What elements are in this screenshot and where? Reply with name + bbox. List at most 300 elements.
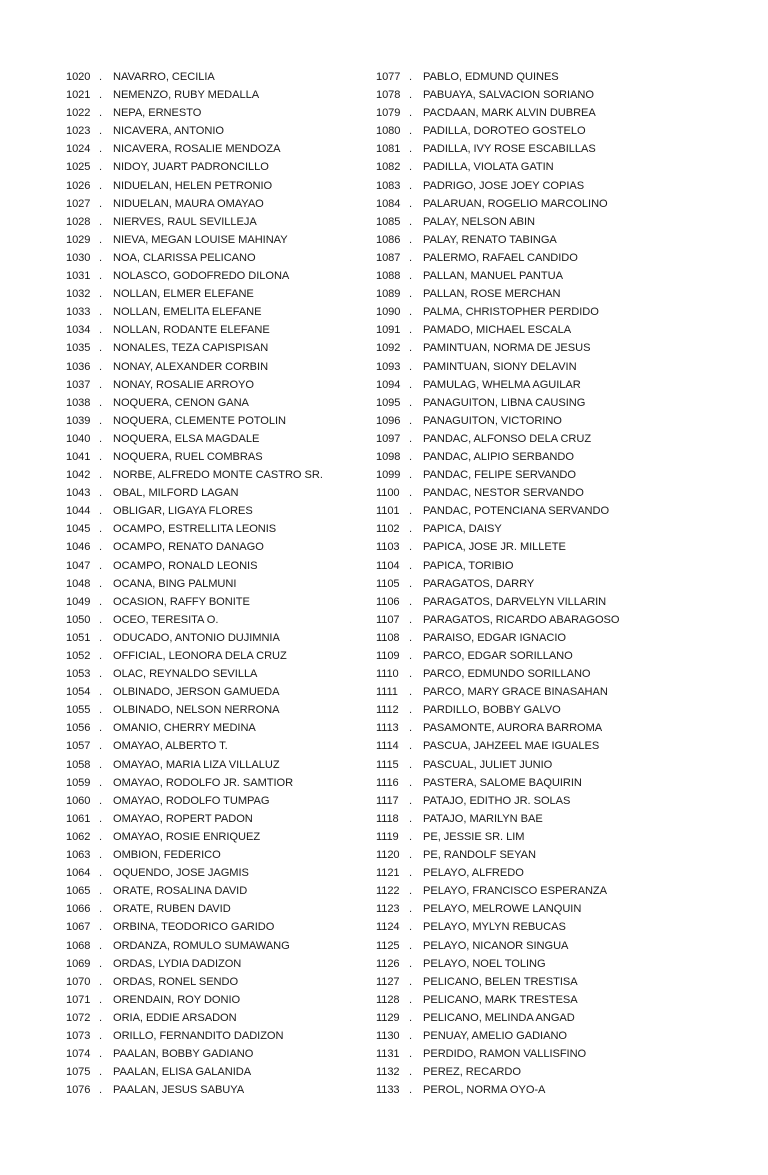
entry-name: ORATE, ROSALINA DAVID <box>113 885 248 898</box>
roster-column-right <box>376 68 706 1099</box>
roster-entry <box>376 412 706 430</box>
entry-number: 1034 <box>66 324 91 337</box>
entry-name: PACDAAN, MARK ALVIN DUBREA <box>423 107 596 120</box>
roster-entry <box>66 557 376 575</box>
entry-number: 1043 <box>66 487 91 500</box>
roster-entry <box>376 828 706 846</box>
entry-name: OLAC, REYNALDO SEVILLA <box>113 668 258 681</box>
roster-entry <box>376 158 706 176</box>
entry-separator: . <box>99 830 103 843</box>
entry-number: 1055 <box>66 704 91 717</box>
entry-separator: . <box>99 993 103 1006</box>
entry-number: 1036 <box>66 360 91 373</box>
entry-number: 1026 <box>66 179 91 192</box>
entry-name: NOA, CLARISSA PELICANO <box>113 251 256 264</box>
entry-separator: . <box>409 107 413 120</box>
entry-number: 1125 <box>376 939 400 952</box>
entry-separator: . <box>99 71 103 83</box>
roster-entry <box>376 593 706 611</box>
entry-number: 1038 <box>66 396 91 409</box>
entry-name: NONAY, ALEXANDER CORBIN <box>113 360 269 373</box>
entry-separator: . <box>409 1011 413 1024</box>
roster-entry <box>66 285 376 303</box>
entry-name: PELAYO, FRANCISCO ESPERANZA <box>423 885 607 898</box>
entry-name: PENUAY, AMELIO GADIANO <box>423 1029 567 1042</box>
entry-separator: . <box>409 125 413 138</box>
roster-entry <box>376 955 706 973</box>
entry-name: PELICANO, MELINDA ANGAD <box>423 1011 575 1024</box>
entry-name: NOLLAN, RODANTE ELEFANE <box>113 324 270 337</box>
roster-entry <box>66 701 376 719</box>
entry-number: 1074 <box>66 1048 91 1061</box>
entry-number: 1054 <box>66 686 91 699</box>
roster-entry <box>376 575 706 593</box>
entry-separator: . <box>99 197 103 210</box>
roster-entry <box>376 376 706 394</box>
entry-separator: . <box>409 1066 413 1079</box>
roster-entry <box>66 611 376 629</box>
entry-separator: . <box>99 668 103 681</box>
entry-separator: . <box>99 179 103 192</box>
entry-name: PADRIGO, JOSE JOEY COPIAS <box>423 179 585 192</box>
entry-number: 1065 <box>66 885 91 898</box>
entry-separator: . <box>99 324 103 337</box>
entry-separator: . <box>409 577 413 590</box>
entry-number: 1103 <box>376 541 400 554</box>
entry-name: PELICANO, MARK TRESTESA <box>423 993 578 1006</box>
roster-entry <box>66 991 376 1009</box>
entry-separator: . <box>409 668 413 681</box>
entry-number: 1072 <box>66 1011 91 1024</box>
entry-number: 1029 <box>66 233 91 246</box>
roster-entry <box>376 267 706 285</box>
entry-separator: . <box>99 450 103 463</box>
entry-number: 1100 <box>376 487 400 500</box>
entry-name: PANDAC, ALIPIO SERBANDO <box>423 450 574 463</box>
entry-name: NORBE, ALFREDO MONTE CASTRO SR. <box>113 469 323 482</box>
entry-number: 1111 <box>376 686 398 699</box>
entry-number: 1099 <box>376 469 401 482</box>
entry-separator: . <box>99 414 103 427</box>
entry-number: 1079 <box>376 107 401 120</box>
entry-separator: . <box>409 975 413 988</box>
roster-entry <box>66 629 376 647</box>
entry-name: ORENDAIN, ROY DONIO <box>113 993 241 1006</box>
entry-name: PANDAC, ALFONSO DELA CRUZ <box>423 432 592 445</box>
roster-entry <box>66 846 376 864</box>
entry-name: PARDILLO, BOBBY GALVO <box>423 704 561 717</box>
entry-name: ORIA, EDDIE ARSADON <box>113 1011 237 1024</box>
entry-number: 1113 <box>376 722 399 735</box>
roster-entry <box>66 683 376 701</box>
roster-entry <box>66 882 376 900</box>
entry-separator: . <box>409 885 413 898</box>
entry-name: OMAYAO, ALBERTO T. <box>113 740 228 753</box>
entry-number: 1032 <box>66 288 91 301</box>
roster-entry <box>376 719 706 737</box>
roster-entry <box>376 502 706 520</box>
entry-separator: . <box>409 921 413 934</box>
entry-separator: . <box>409 487 413 500</box>
entry-name: PADILLA, DOROTEO GOSTELO <box>423 125 586 138</box>
entry-name: PALAY, RENATO TABINGA <box>423 233 557 246</box>
entry-name: PE, JESSIE SR. LIM <box>423 830 525 843</box>
entry-name: PARAGATOS, RICARDO ABARAGOSO <box>423 613 620 626</box>
entry-separator: . <box>99 1029 103 1042</box>
roster-entry <box>66 918 376 936</box>
roster-entry <box>66 231 376 249</box>
entry-separator: . <box>99 740 103 753</box>
entry-separator: . <box>409 143 413 156</box>
entry-number: 1033 <box>66 306 91 319</box>
entry-number: 1053 <box>66 668 91 681</box>
entry-name: OLBINADO, NELSON NERRONA <box>113 704 280 717</box>
entry-name: OMAYAO, MARIA LIZA VILLALUZ <box>113 758 280 771</box>
entry-name: ORBINA, TEODORICO GARIDO <box>113 921 275 934</box>
entry-number: 1069 <box>66 957 91 970</box>
entry-name: NIDUELAN, HELEN PETRONIO <box>113 179 273 192</box>
roster-entry <box>376 140 706 158</box>
entry-separator: . <box>409 631 413 644</box>
entry-number: 1117 <box>376 794 399 807</box>
entry-separator: . <box>409 179 413 192</box>
roster-entry <box>66 575 376 593</box>
roster-entry <box>66 358 376 376</box>
roster-entry <box>66 484 376 502</box>
entry-name: PE, RANDOLF SEYAN <box>423 849 536 862</box>
roster-entry <box>66 737 376 755</box>
entry-number: 1050 <box>66 613 91 626</box>
entry-name: PARAGATOS, DARVELYN VILLARIN <box>423 595 607 608</box>
roster-entry <box>376 321 706 339</box>
entry-name: OLBINADO, JERSON GAMUEDA <box>113 686 280 699</box>
entry-name: NOLLAN, ELMER ELEFANE <box>113 288 254 301</box>
roster-entry <box>66 122 376 140</box>
entry-number: 1068 <box>66 939 91 952</box>
entry-separator: . <box>409 903 413 916</box>
entry-number: 1022 <box>66 107 91 120</box>
entry-number: 1041 <box>66 450 91 463</box>
entry-number: 1085 <box>376 215 401 228</box>
entry-number: 1127 <box>376 975 400 988</box>
entry-name: ORDAS, RONEL SENDO <box>113 975 239 988</box>
roster-entry <box>376 774 706 792</box>
roster-entry <box>66 213 376 231</box>
entry-number: 1046 <box>66 541 91 554</box>
entry-number: 1037 <box>66 378 91 391</box>
entry-name: PEREZ, RECARDO <box>423 1066 521 1079</box>
entry-number: 1124 <box>376 921 400 934</box>
entry-name: PALMA, CHRISTOPHER PERDIDO <box>423 306 599 319</box>
roster-entry <box>376 900 706 918</box>
entry-separator: . <box>99 867 103 880</box>
roster-entry <box>376 647 706 665</box>
roster-entry <box>66 937 376 955</box>
entry-number: 1109 <box>376 650 400 662</box>
entry-separator: . <box>409 776 413 789</box>
roster-entry <box>376 701 706 719</box>
roster-entry <box>66 104 376 122</box>
entry-name: PELAYO, NOEL TOLING <box>423 957 546 970</box>
roster-entry <box>376 756 706 774</box>
entry-name: NIERVES, RAUL SEVILLEJA <box>113 215 257 228</box>
entry-name: NICAVERA, ANTONIO <box>113 125 224 138</box>
entry-separator: . <box>409 993 413 1006</box>
entry-name: ORATE, RUBEN DAVID <box>113 903 231 916</box>
entry-name: OMANIO, CHERRY MEDINA <box>113 722 256 735</box>
roster-entry <box>376 737 706 755</box>
entry-separator: . <box>99 541 103 554</box>
roster-entry <box>66 502 376 520</box>
entry-separator: . <box>409 215 413 228</box>
entry-separator: . <box>409 939 413 952</box>
entry-name: PERDIDO, RAMON VALLISFINO <box>423 1048 587 1061</box>
entry-name: PALLAN, MANUEL PANTUA <box>423 270 563 283</box>
entry-name: NIEVA, MEGAN LOUISE MAHINAY <box>113 233 288 246</box>
entry-name: PAMINTUAN, SIONY DELAVIN <box>423 360 577 373</box>
entry-name: PATAJO, MARILYN BAE <box>423 812 543 825</box>
entry-number: 1081 <box>376 143 401 156</box>
entry-number: 1104 <box>376 559 400 572</box>
entry-separator: . <box>99 89 103 102</box>
roster-entry <box>376 973 706 991</box>
entry-separator: . <box>99 903 103 916</box>
roster-entry <box>66 339 376 357</box>
entry-number: 1051 <box>66 631 91 644</box>
entry-number: 1030 <box>66 251 91 264</box>
entry-number: 1116 <box>376 776 399 789</box>
roster-entry <box>66 86 376 104</box>
entry-name: ODUCADO, ANTONIO DUJIMNIA <box>113 631 280 644</box>
entry-separator: . <box>99 215 103 228</box>
entry-name: OFFICIAL, LEONORA DELA CRUZ <box>113 650 287 662</box>
entry-name: PARCO, EDGAR SORILLANO <box>423 650 573 662</box>
entry-name: PANDAC, NESTOR SERVANDO <box>423 487 584 500</box>
entry-name: PAALAN, ELISA GALANIDA <box>113 1066 252 1079</box>
entry-name: NIDUELAN, MAURA OMAYAO <box>113 197 264 210</box>
entry-name: PARCO, MARY GRACE BINASAHAN <box>423 686 608 699</box>
entry-number: 1115 <box>376 758 399 771</box>
entry-separator: . <box>409 541 413 554</box>
entry-separator: . <box>99 270 103 283</box>
entry-number: 1114 <box>376 740 399 753</box>
entry-number: 1062 <box>66 830 91 843</box>
roster-entry <box>376 1009 706 1027</box>
roster-entry <box>376 557 706 575</box>
entry-number: 1027 <box>66 197 91 210</box>
entry-number: 1122 <box>376 885 400 898</box>
entry-name: PADILLA, VIOLATA GATIN <box>423 161 554 174</box>
roster-entry <box>66 249 376 267</box>
entry-name: PABLO, EDMUND QUINES <box>423 71 559 83</box>
entry-name: PAMADO, MICHAEL ESCALA <box>423 324 572 337</box>
entry-separator: . <box>99 704 103 717</box>
entry-name: NONAY, ROSALIE ARROYO <box>113 378 254 391</box>
roster-entry <box>66 973 376 991</box>
roster-entry <box>376 1081 706 1099</box>
roster-entry <box>66 448 376 466</box>
entry-separator: . <box>99 125 103 138</box>
entry-name: PELAYO, MYLYN REBUCAS <box>423 921 566 934</box>
entry-number: 1126 <box>376 957 400 970</box>
roster-entry <box>376 177 706 195</box>
entry-separator: . <box>99 523 103 536</box>
entry-separator: . <box>99 505 103 518</box>
entry-name: PARAISO, EDGAR IGNACIO <box>423 631 566 644</box>
entry-number: 1031 <box>66 270 91 283</box>
entry-number: 1093 <box>376 360 401 373</box>
entry-separator: . <box>99 849 103 862</box>
entry-number: 1077 <box>376 71 401 83</box>
entry-separator: . <box>409 1048 413 1061</box>
entry-name: PAPICA, TORIBIO <box>423 559 514 572</box>
entry-name: OMAYAO, RODOLFO JR. SAMTIOR <box>113 776 294 789</box>
entry-name: NOQUERA, CENON GANA <box>113 396 249 409</box>
entry-number: 1131 <box>376 1048 400 1061</box>
entry-separator: . <box>409 396 413 409</box>
entry-separator: . <box>409 523 413 536</box>
entry-name: PABUAYA, SALVACION SORIANO <box>423 89 594 102</box>
roster-entry <box>66 665 376 683</box>
entry-number: 1121 <box>376 867 400 880</box>
entry-name: PASTERA, SALOME BAQUIRIN <box>423 776 582 789</box>
entry-name: PANAGUITON, VICTORINO <box>423 414 562 427</box>
roster-entry <box>66 68 376 86</box>
entry-name: OCAMPO, RONALD LEONIS <box>113 559 258 572</box>
roster-entry <box>66 177 376 195</box>
entry-number: 1133 <box>376 1084 400 1097</box>
entry-separator: . <box>409 812 413 825</box>
roster-entry <box>376 430 706 448</box>
roster-entry <box>66 466 376 484</box>
entry-number: 1091 <box>376 324 401 337</box>
entry-separator: . <box>409 342 413 355</box>
roster-columns <box>0 68 768 1099</box>
entry-number: 1090 <box>376 306 401 319</box>
entry-separator: . <box>409 251 413 264</box>
entry-name: ORILLO, FERNANDITO DADIZON <box>113 1029 284 1042</box>
roster-entry <box>66 647 376 665</box>
roster-entry <box>376 466 706 484</box>
entry-name: PANAGUITON, LIBNA CAUSING <box>423 396 586 409</box>
entry-separator: . <box>99 812 103 825</box>
entry-separator: . <box>409 432 413 445</box>
roster-entry <box>66 810 376 828</box>
entry-number: 1089 <box>376 288 401 301</box>
entry-name: PELAYO, MELROWE LANQUIN <box>423 903 582 916</box>
entry-number: 1044 <box>66 505 91 518</box>
entry-separator: . <box>409 197 413 210</box>
entry-separator: . <box>409 288 413 301</box>
entry-name: PALARUAN, ROGELIO MARCOLINO <box>423 197 608 210</box>
entry-separator: . <box>409 722 413 735</box>
entry-number: 1035 <box>66 342 91 355</box>
roster-entry <box>66 864 376 882</box>
entry-number: 1129 <box>376 1011 400 1024</box>
roster-entry <box>376 1045 706 1063</box>
entry-separator: . <box>409 559 413 572</box>
entry-number: 1105 <box>376 577 400 590</box>
entry-number: 1110 <box>376 668 399 681</box>
entry-separator: . <box>409 414 413 427</box>
roster-entry <box>66 756 376 774</box>
roster-entry <box>66 1063 376 1081</box>
entry-separator: . <box>409 161 413 174</box>
entry-separator: . <box>99 378 103 391</box>
roster-entry <box>376 358 706 376</box>
roster-entry <box>376 68 706 86</box>
roster-entry <box>376 665 706 683</box>
roster-entry <box>66 430 376 448</box>
roster-entry <box>376 86 706 104</box>
entry-separator: . <box>99 233 103 246</box>
entry-name: OQUENDO, JOSE JAGMIS <box>113 867 249 880</box>
entry-name: NOQUERA, RUEL COMBRAS <box>113 450 263 463</box>
entry-number: 1039 <box>66 414 91 427</box>
entry-separator: . <box>409 306 413 319</box>
entry-separator: . <box>99 975 103 988</box>
roster-entry <box>376 629 706 647</box>
roster-entry <box>376 937 706 955</box>
roster-entry <box>66 900 376 918</box>
entry-separator: . <box>99 595 103 608</box>
entry-name: PASCUAL, JULIET JUNIO <box>423 758 553 771</box>
entry-number: 1094 <box>376 378 401 391</box>
entry-name: PAALAN, JESUS SABUYA <box>113 1084 245 1097</box>
entry-number: 1084 <box>376 197 401 210</box>
entry-separator: . <box>99 939 103 952</box>
entry-name: OCAMPO, RENATO DANAGO <box>113 541 264 554</box>
entry-number: 1056 <box>66 722 91 735</box>
entry-separator: . <box>99 1048 103 1061</box>
entry-number: 1021 <box>66 89 91 102</box>
entry-separator: . <box>99 288 103 301</box>
roster-entry <box>376 1063 706 1081</box>
entry-name: PADILLA, IVY ROSE ESCABILLAS <box>423 143 596 156</box>
roster-entry <box>66 376 376 394</box>
entry-number: 1123 <box>376 903 400 916</box>
entry-number: 1096 <box>376 414 401 427</box>
entry-number: 1063 <box>66 849 91 862</box>
entry-number: 1083 <box>376 179 401 192</box>
entry-name: PELAYO, NICANOR SINGUA <box>423 939 569 952</box>
roster-entry <box>376 810 706 828</box>
entry-separator: . <box>99 469 103 482</box>
entry-separator: . <box>99 722 103 735</box>
entry-number: 1071 <box>66 993 91 1006</box>
entry-number: 1040 <box>66 432 91 445</box>
entry-separator: . <box>99 143 103 156</box>
entry-separator: . <box>409 704 413 717</box>
entry-number: 1047 <box>66 559 91 572</box>
entry-number: 1098 <box>376 450 401 463</box>
roster-column-left <box>66 68 376 1099</box>
entry-name: NOQUERA, ELSA MAGDALE <box>113 432 260 445</box>
entry-separator: . <box>99 306 103 319</box>
roster-entry <box>376 846 706 864</box>
entry-number: 1087 <box>376 251 401 264</box>
entry-number: 1064 <box>66 867 91 880</box>
entry-number: 1118 <box>376 812 399 825</box>
roster-entry <box>66 394 376 412</box>
roster-entry <box>376 538 706 556</box>
entry-name: PAMULAG, WHELMA AGUILAR <box>423 378 581 391</box>
entry-number: 1120 <box>376 849 400 862</box>
entry-name: OMAYAO, ROSIE ENRIQUEZ <box>113 830 261 843</box>
entry-number: 1073 <box>66 1029 91 1042</box>
roster-entry <box>66 593 376 611</box>
roster-entry <box>66 195 376 213</box>
